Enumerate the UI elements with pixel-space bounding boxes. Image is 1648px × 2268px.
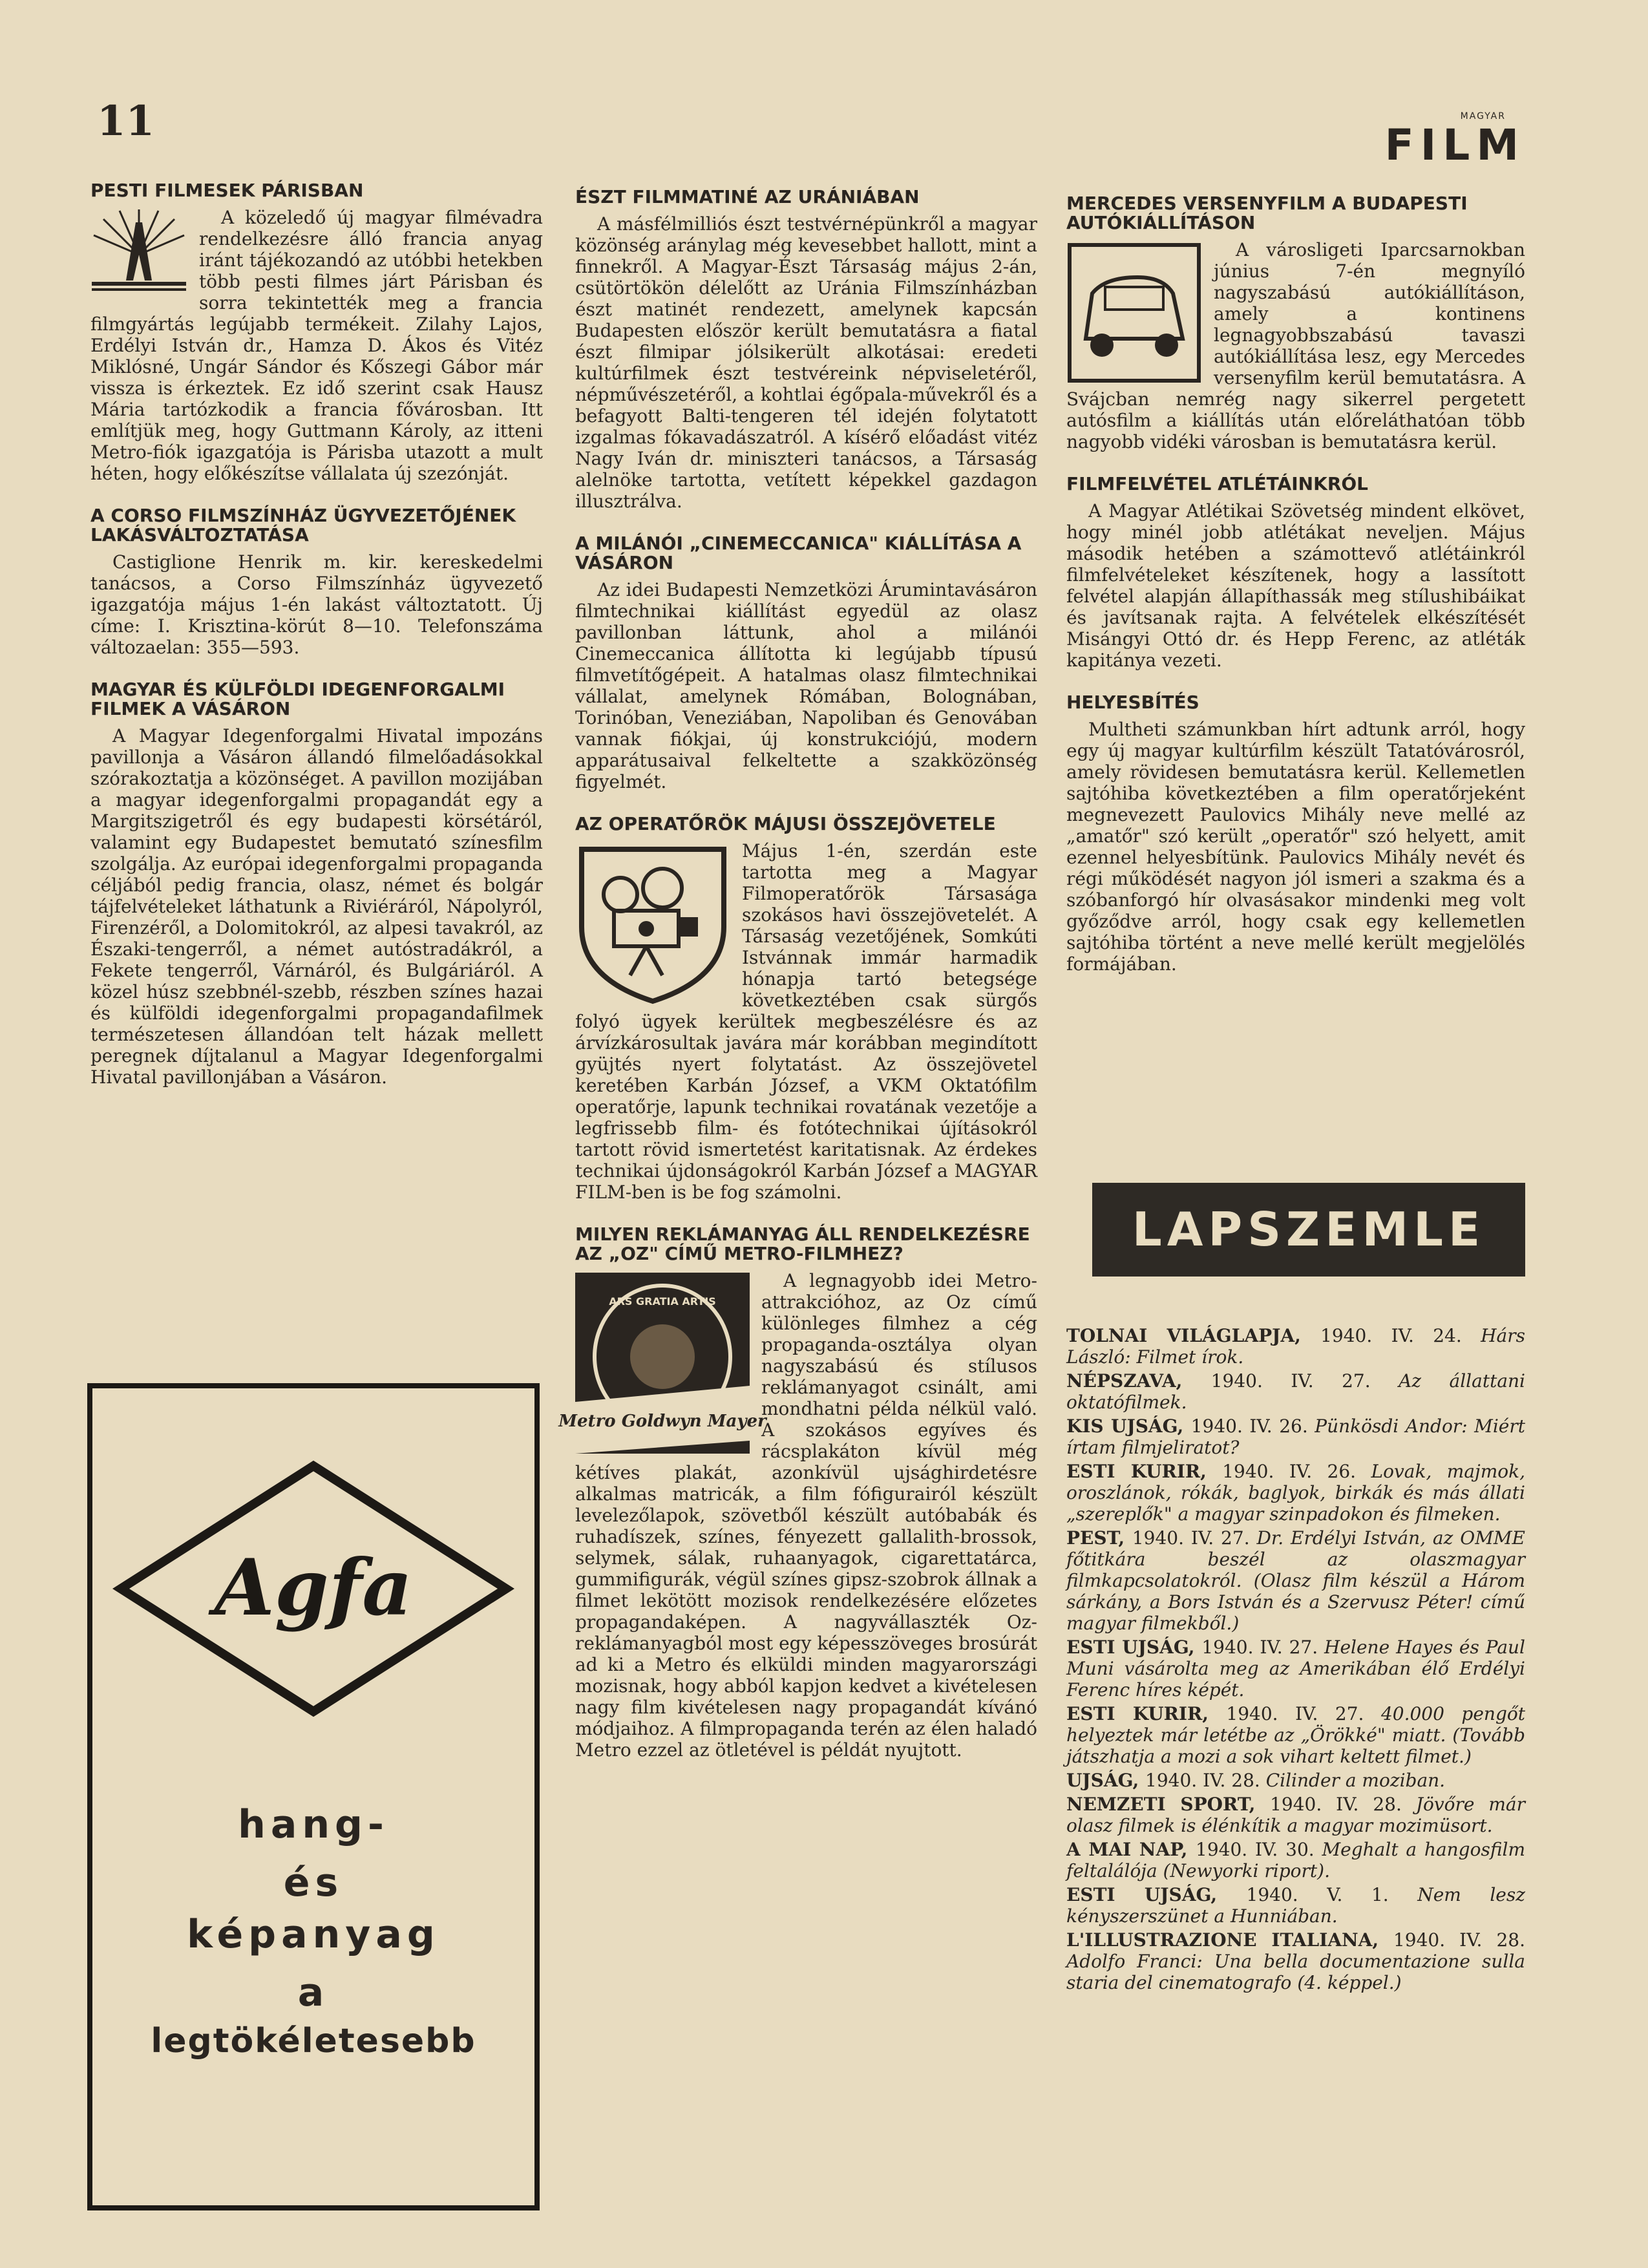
- press-review-text: Pünkösdi Andor: Miért írtam filmjeliratot?: [1066, 1415, 1525, 1458]
- press-review-text: Lovak, majmok, oroszlánok, rókák, baglyok, birkák és más állati „szereplők" a magyar szinpadokon és filmeken.: [1066, 1461, 1525, 1525]
- press-review-item: [1066, 1929, 1525, 1993]
- press-review-source: A MAI NAP,: [1066, 1839, 1196, 1860]
- masthead-title: FILM: [1384, 120, 1525, 170]
- press-review-text: Dr. Erdélyi István, az OMME főtitkára beszél az olaszmagyar filmkapcsolatokról. (Olasz film készül a Három sárkány, a Bors István és a Szervusz Péter! című magyar filmekből.): [1066, 1527, 1525, 1634]
- press-review-date: 1940. IV. 27.: [1132, 1527, 1257, 1549]
- article-title: MILYEN REKLÁMANYAG ÁLL RENDELKEZÉSRE AZ „OZ" CÍMŰ METRO-FILMHEZ?: [575, 1224, 1030, 1264]
- press-review-item: [1066, 1884, 1525, 1927]
- column-2: [558, 186, 1037, 1763]
- lapszemle-banner: LAPSZEMLE: [1092, 1183, 1525, 1277]
- ad-line: a: [297, 1970, 330, 2015]
- article-body: A legnagyobb idei Metro-attrakcióhoz, az Oz című különleges filmhez a cég propaganda-osztálya olyan nagyszabású és stílusos reklámanyagot csinált, ami mondhatni példa nélkül való. A szokásos egyíves és rácsplakáton kívül még kétíves plakát, azonkívül ujsághirdetésre alkalmas matricák, a film fófigurairól készült levelezőlapok, szövetből készült autóbabák és ruhadíszek, színes, fényezett gallalith-brossok, selymek, sálak, ruhaanyagok, cigarettatárca, gummifigurák, végül színes gipsz-szobrok állnak a filmet lekötött mozisok rendelkezésére előzetes propagandaképen. A nagyvállaszték Oz-reklámanyagból most egy képesszöveges brosúrát ad ki a Metro és elküldi minden magyarországi mozisnak, hogy abból kapjon kedvet a kivételesen nagy film kivételesen nagy propagandát kívánó módjaihoz. A filmpropaganda terén az élen haladó Metro ezzel az ötletével is példát nyujtott.: [575, 1270, 1037, 1761]
- article-body: A városligeti Iparcsarnokban június 7-én megnyíló nagyszabású autókiállításon, amely a kontinens legnagyobbszabású tavaszi autókiállítása lesz, egy Mercedes versenyfilm kerül bemutatásra. A Svájcban nemrég nagy sikerrel pergetett autósfilm a kiállítás után előreláthatóan több nagyobb vidéki városban is bemutatásra kerül.: [1066, 239, 1525, 452]
- press-review-item: [1066, 1703, 1525, 1767]
- article-title: PESTI FILMESEK PÁRISBAN: [90, 180, 364, 201]
- press-review-item: [1066, 1415, 1525, 1458]
- press-review-item: [1066, 1527, 1525, 1634]
- press-review-source: ESTI KURIR,: [1066, 1461, 1223, 1482]
- press-review-date: 1940. IV. 28.: [1393, 1929, 1526, 1951]
- page-number: 11: [97, 97, 155, 145]
- agfa-advertisement: [87, 1383, 540, 2210]
- article-body: A másfélmilliós észt testvérnépünkről a magyar közönség aránylag még kevesebbet hallott, mint a finnekről. A Magyar-Észt Társaság május 2-án, csütörtökön délelőtt az Uránia Filmszínházban észt matinét rendezett, amelynek kapcsán Budapesten először került bemutatásra a fiatal észt filmipar jólsikerült alkotásai: eredeti kultúrfilmek észt testvéreink népviseletéről, népművészetéről, a kohtlai égőpala-művekről és a befagyott Balti-tengeren tél idején folytatott izgalmas fókavadászatról. A kísérő előadást vitéz Nagy Iván dr. miniszteri tanácsos, a Társaság alelnöke tartotta, vetített képekkel gazdagon illusztrálva.: [575, 213, 1037, 512]
- press-review-date: 1940. IV. 27.: [1226, 1703, 1381, 1724]
- article-body: A közeledő új magyar filmévadra rendelkezésre álló francia anyag iránt tájékozandó az utóbbi hetekben több pesti filmes járt Párisban és sorra tekintették meg a francia filmgyártás legújabb termékeit. Zilahy Lajos, Erdélyi István dr., Hamza D. Ákos és Vitéz Miklósné, Ungár Sándor és Kőszegi Gábor már vissza is érkeztek. Ez idő szerint csak Hausz Mária tartózkodik a francia fővárosban. Itt említjük meg, hogy Guttmann Károly, az itteni Metro-fiók igazgatója is Párisba utazott a mult héten, hogy előkészítse vállalata új szezónját.: [90, 207, 543, 484]
- column-1: [90, 181, 543, 1090]
- press-review-text: 40.000 pengőt helyeztek már letétbe az „Örökké" miatt. (Tovább játszhatja a mozi a sok vihart keltett filmet.): [1066, 1703, 1525, 1767]
- ad-line: képanyag: [187, 1912, 440, 1957]
- mgm-motto: ARS GRATIA ARTIS: [609, 1295, 716, 1308]
- press-review-date: 1940. V. 1.: [1246, 1884, 1418, 1905]
- press-review-date: 1940. IV. 26.: [1190, 1415, 1315, 1437]
- press-review-date: 1940. IV. 30.: [1196, 1839, 1322, 1860]
- press-review-source: ESTI UJSÁG,: [1066, 1884, 1247, 1905]
- agfa-brand: Agfa: [214, 1542, 413, 1633]
- column-3: [1066, 194, 1525, 977]
- press-review-date: 1940. IV. 24.: [1320, 1325, 1481, 1346]
- press-review-item: [1066, 1770, 1525, 1791]
- article-body: Az idei Budapesti Nemzetközi Árumintavásáron filmtechnikai kiállítást egyedül az olasz pavillonban láttunk, ahol a milánói Cinemeccanica állította ki legújabb típusú filmvetítőgépeit. A hatalmas olasz filmtechnikai vállalat, amelynek Rómában, Bolognában, Torinóban, Veneziában, Napoliban és Genovában vannak fiókjai, új konstrukciójú, modern apparátusaival felkeltette a szakközönség figyelmét.: [575, 579, 1037, 792]
- article-title: FILMFELVÉTEL ATLÉTÁINKRÓL: [1066, 473, 1369, 494]
- press-review-source: NEMZETI SPORT,: [1066, 1794, 1271, 1815]
- press-review-text: Nem lesz kényszerszünet a Hunniában.: [1066, 1884, 1525, 1927]
- article-body: Multheti számunkban hírt adtunk arról, hogy egy új magyar kultúrfilm készült Tatatóvárosról, amely rövidesen bemutatásra kerül. Kellemetlen sajtóhiba következtében a film operatőrjeként megnevezett Paulovics Mihály neve mellé az „amatőr" szó került „operatőr" szó helyett, amit ezennel helyesbítünk. Paulovics Mihály nevét és régi működését nagyon jól ismeri a szakma és a szóbanforgó hír olvasásakor mindenki meg volt győződve arról, hogy csak egy kellemetlen sajtóhiba történt a neve mellé került megjelölés formájában.: [1066, 719, 1525, 975]
- mgm-logo: [558, 1273, 766, 1454]
- masthead-small: MAGYAR: [1460, 111, 1506, 122]
- article-title: ÉSZT FILMMATINÉ AZ URÁNIÁBAN: [575, 186, 920, 207]
- press-review-item: [1066, 1461, 1525, 1525]
- masthead: [1383, 111, 1525, 170]
- press-review-item: [1066, 1370, 1525, 1413]
- press-review-source: ESTI KURIR,: [1066, 1703, 1227, 1724]
- press-review-text: Jövőre már olasz filmek is élénkítik a magyar mozimüsort.: [1066, 1794, 1526, 1836]
- press-review-source: TOLNAI VILÁGLAPJA,: [1066, 1325, 1321, 1346]
- eiffel-tower-icon: [90, 209, 187, 293]
- press-review-text: Cilinder a moziban.: [1265, 1770, 1446, 1791]
- article-title: MERCEDES VERSENYFILM A BUDAPESTI AUTÓKIÁLLÍTÁSON: [1066, 193, 1468, 233]
- press-review-source: ESTI UJSÁG,: [1066, 1637, 1202, 1658]
- car-icon: [1066, 242, 1202, 384]
- ad-line: és: [283, 1860, 344, 1905]
- press-review-item: [1066, 1839, 1525, 1881]
- press-review-list: [1066, 1325, 1525, 1996]
- press-review-date: 1940. IV. 26.: [1222, 1461, 1371, 1482]
- press-review-date: 1940. IV. 27.: [1201, 1637, 1325, 1658]
- press-review-date: 1940. IV. 28.: [1270, 1794, 1416, 1815]
- mgm-brand: Metro Goldwyn Mayer: [558, 1412, 766, 1431]
- press-review-date: 1940. IV. 27.: [1210, 1370, 1399, 1392]
- press-review-item: [1066, 1325, 1525, 1368]
- press-review-date: 1940. IV. 28.: [1145, 1770, 1266, 1791]
- press-review-text: Meghalt a hangosfilm feltalálója (Newyorki riport).: [1066, 1839, 1525, 1881]
- article-body: A Magyar Idegenforgalmi Hivatal impozáns pavillonja a Vásáron állandó filmelőadásokkal szórakoztatja a közönséget. A pavillon mozijában a magyar idegenforgalmi propagandát egy a Margitszigetről és egy budapesti körsétáról, valamint egy Budapestet bemutató színesfilm szolgálja. Az európai idegenforgalmi propaganda céljából pedig francia, olasz, német és bolgár tájfelvételeket láthatunk a Riviéráról, Nápolyról, Firenzéről, a Dolomitokról, az alpesi tavakról, az Északi-tengerről, a német autóstradákról, a Fekete tengerről, Várnáról, és Bulgáriáról. A közel húsz szebbnél-szebb, részben színes hazai és külföldi idegenforgalmi propagandafilmek természetesen állandóan telt házak mellett peregnek díjtalanul a Magyar Idegenforgalmi Hivatal pavillonjában a Vásáron.: [90, 725, 543, 1088]
- article-title: AZ OPERATŐRÖK MÁJUSI ÖSSZEJÖVETELE: [575, 813, 996, 834]
- article-title: HELYESBÍTÉS: [1066, 692, 1199, 713]
- article-body: Május 1-én, szerdán este tartotta meg a Magyar Filmoperatőrök Társasága szokásos havi összejövetelét. A Társaság vezetőjének, Somkúti Istvánnak immár harmadik hónapja tartó betegsége következtében csak sürgős folyó ügyek kerültek megbeszélésre és az árvízkárosultak javára már korábban megindított gyüjtés nyert folytatást. Az összejövetel keretében Karbán József, a VKM Oktatófilm operatőrje, lapunk technikai rovatának vezetője a legfrissebb film- és fotótechnikai újításokról tartott rövid ismertetést karitatisnak. Az érdekes technikai újdonságokról Karbán József a MAGYAR FILM-ben is be fog számolni.: [575, 840, 1037, 1203]
- press-review-text: Helene Hayes és Paul Muni vásárolta meg az Amerikában élő Erdélyi Ferenc híres képét.: [1066, 1637, 1525, 1701]
- article-title: A MILÁNÓI „CINEMECCANICA" KIÁLLÍTÁSA A VÁSÁRON: [575, 533, 1022, 573]
- press-review-source: NÉPSZAVA,: [1066, 1370, 1211, 1392]
- article-title: MAGYAR ÉS KÜLFÖLDI IDEGENFORGALMI FILMEK A VÁSÁRON: [90, 679, 505, 719]
- ad-line: legtökéletesebb: [151, 2022, 476, 2061]
- press-review-text: Adolfo Franci: Una bella documentazione sulla staria del cinematografo (4. képpel.): [1066, 1951, 1525, 1993]
- article-title: A CORSO FILMSZÍNHÁZ ÜGYVEZETŐJÉNEK LAKÁSVÁLTOZTATÁSA: [90, 505, 516, 546]
- press-review-source: KIS UJSÁG,: [1066, 1415, 1191, 1437]
- article-body: Castiglione Henrik m. kir. kereskedelmi tanácsos, a Corso Filmszínház ügyvezető igazgatója május 1-én lakást változtatott. Új címe: I. Krisztina-körút 8—10. Telefonszáma változaelan: 355—593.: [90, 551, 543, 658]
- article-body: A Magyar Atlétikai Szövetség mindent elkövet, hogy minél jobb atlétákat neveljen. Május második hetében a számottevő atlétáinkról filmfelvételeket készítenek, hogy a lassított felvétel alapján állapíthassák meg stílushibáikat és javítsanak rajta. A felvételek elkészítését Misángyi Ottó dr. és Hepp Ferenc, az atléták kapitánya vezeti.: [1066, 500, 1525, 671]
- press-review-source: PEST,: [1066, 1527, 1132, 1549]
- ad-line: hang-: [238, 1802, 389, 1847]
- film-camera-icon: [575, 843, 730, 1004]
- agfa-logo: [92, 1453, 534, 1724]
- press-review-source: L'ILLUSTRAZIONE ITALIANA,: [1066, 1929, 1393, 1951]
- press-review-source: UJSÁG,: [1066, 1770, 1146, 1791]
- press-review-item: [1066, 1637, 1525, 1701]
- press-review-item: [1066, 1794, 1525, 1836]
- press-review-text: Az állattani oktatófilmek.: [1066, 1370, 1526, 1413]
- press-review-text: Hárs László: Filmet írok.: [1066, 1325, 1525, 1368]
